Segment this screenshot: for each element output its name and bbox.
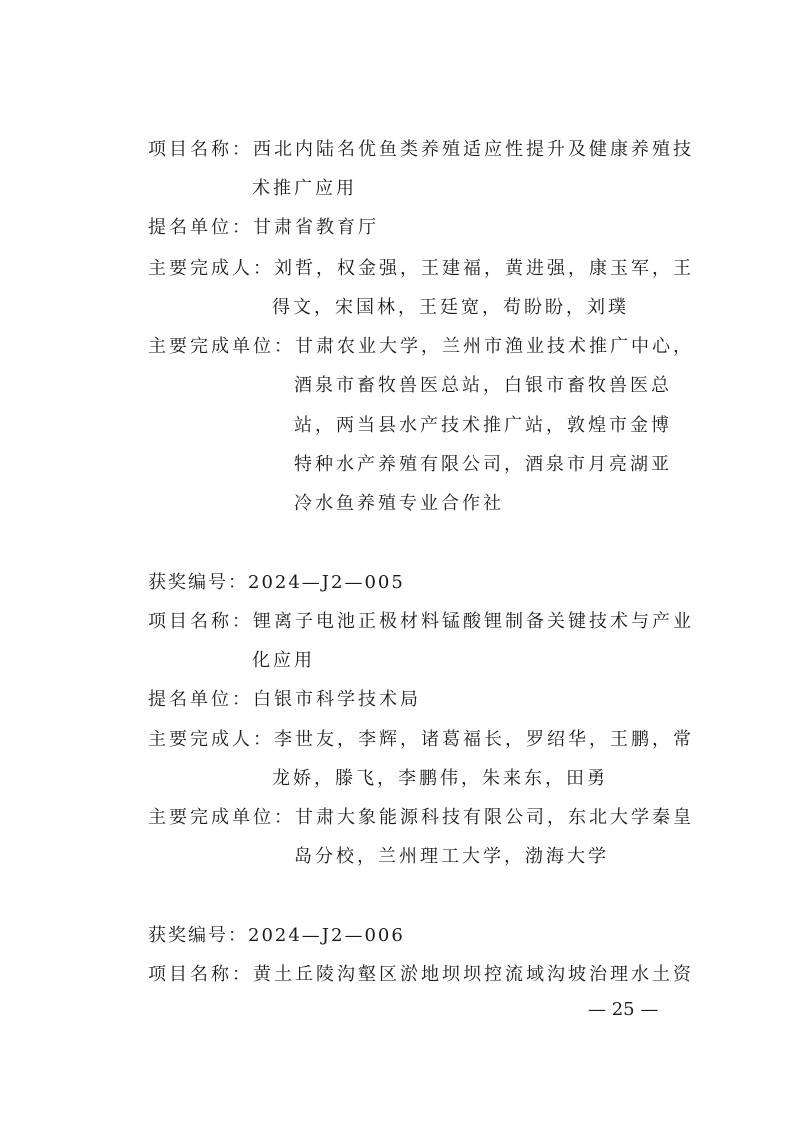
entry2-project-name-line1: 项目名称：锂离子电池正极材料锰酸锂制备关键技术与产业 — [148, 611, 694, 632]
entry1-people-line2: 得文，宋国林，王廷宽，苟盼盼，刘璞 — [272, 297, 629, 318]
entry1-units-line2: 酒泉市畜牧兽医总站，白银市畜牧兽医总 — [294, 375, 672, 396]
entry1-project-name-line1: 项目名称：西北内陆名优鱼类养殖适应性提升及健康养殖技 — [148, 139, 694, 160]
entry1-units-line5: 冷水鱼养殖专业合作社 — [294, 493, 504, 514]
entry2-units-line2: 岛分校，兰州理工大学，渤海大学 — [294, 846, 609, 867]
entry2-people-line1: 主要完成人：李世友，李辉，诸葛福长，罗绍华，王鹏，常 — [148, 729, 694, 750]
entry1-units-line4: 特种水产养殖有限公司，酒泉市月亮湖亚 — [294, 454, 672, 475]
entry3-award-no: 获奖编号：2024—J2—006 — [148, 925, 405, 946]
entry2-people-line2: 龙娇，滕飞，李鹏伟，朱来东，田勇 — [272, 768, 608, 789]
entry2-project-name-line2: 化应用 — [252, 650, 315, 671]
entry2-nominator: 提名单位：白银市科学技术局 — [148, 689, 421, 710]
entry1-project-name-line2: 术推广应用 — [252, 178, 357, 199]
entry2-award-no: 获奖编号：2024—J2—005 — [148, 572, 405, 593]
entry3-project-name-line1: 项目名称：黄土丘陵沟壑区淤地坝坝控流域沟坡治理水土资 — [148, 964, 694, 985]
page-number: — 25 — — [588, 999, 659, 1020]
entry1-units-line3: 站，两当县水产技术推广站，敦煌市金博 — [294, 415, 672, 436]
entry2-units-line1: 主要完成单位：甘肃大象能源科技有限公司，东北大学秦皇 — [148, 807, 694, 828]
entry1-nominator: 提名单位：甘肃省教育厅 — [148, 217, 379, 238]
entry1-units-line1: 主要完成单位：甘肃农业大学，兰州市渔业技术推广中心， — [148, 336, 694, 357]
entry1-people-line1: 主要完成人：刘哲，权金强，王建福，黄进强，康玉军，王 — [148, 258, 694, 279]
